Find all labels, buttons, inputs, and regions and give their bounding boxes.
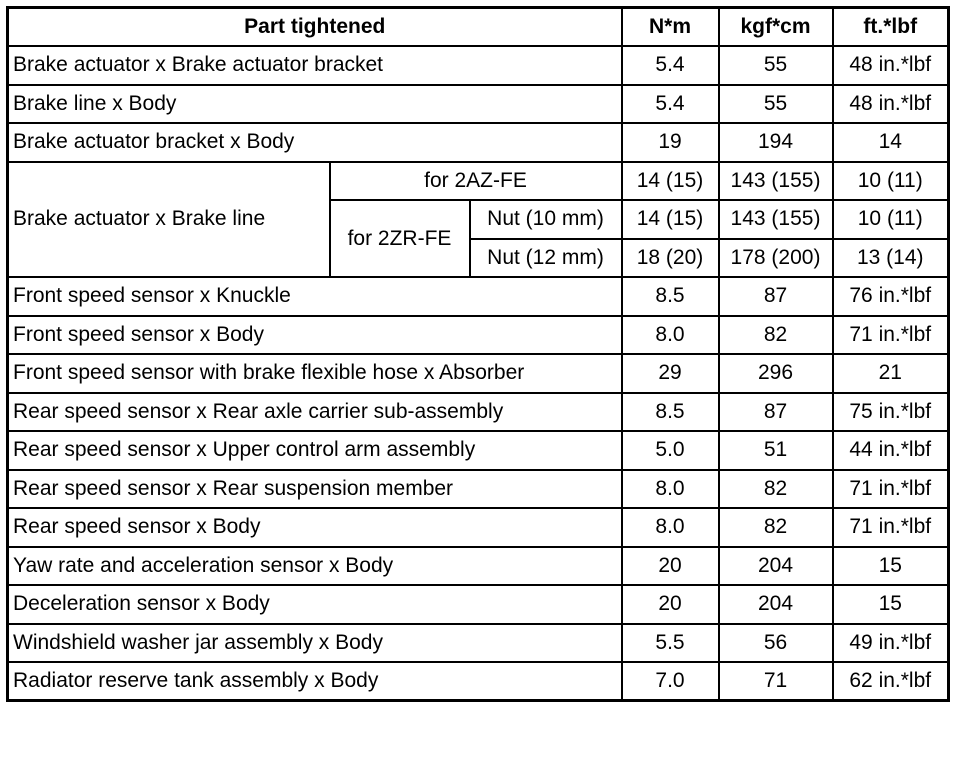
engine-2az-label: for 2AZ-FE xyxy=(330,162,622,201)
nm-cell: 29 xyxy=(622,354,719,393)
table-row xyxy=(8,470,949,509)
ftlbf-cell: 44 in.*lbf xyxy=(833,431,949,470)
ftlbf-cell: 62 in.*lbf xyxy=(833,662,949,701)
kgfcm-cell: 55 xyxy=(719,46,833,85)
ftlbf-cell: 10 (11) xyxy=(833,162,949,201)
torque-specification-table xyxy=(6,6,950,702)
ftlbf-cell: 71 in.*lbf xyxy=(833,470,949,509)
nm-cell: 18 (20) xyxy=(622,239,719,278)
nut-10-label: Nut (10 mm) xyxy=(470,200,622,239)
part-cell: Windshield washer jar assembly x Body xyxy=(8,624,622,663)
part-cell: Deceleration sensor x Body xyxy=(8,585,622,624)
nut-12-label: Nut (12 mm) xyxy=(470,239,622,278)
ftlbf-cell: 76 in.*lbf xyxy=(833,277,949,316)
nm-cell: 5.5 xyxy=(622,624,719,663)
table-row xyxy=(8,624,949,663)
table-row xyxy=(8,354,949,393)
kgfcm-cell: 82 xyxy=(719,508,833,547)
ftlbf-cell: 21 xyxy=(833,354,949,393)
ftlbf-cell: 48 in.*lbf xyxy=(833,85,949,124)
group-part-cell: Brake actuator x Brake line xyxy=(8,162,330,278)
kgfcm-cell: 143 (155) xyxy=(719,200,833,239)
kgfcm-cell: 82 xyxy=(719,470,833,509)
part-cell: Rear speed sensor x Rear axle carrier sub-assembly xyxy=(8,393,622,432)
ftlbf-cell: 15 xyxy=(833,585,949,624)
table-row xyxy=(8,585,949,624)
kgfcm-cell: 194 xyxy=(719,123,833,162)
kgfcm-cell: 82 xyxy=(719,316,833,355)
ftlbf-cell: 13 (14) xyxy=(833,239,949,278)
part-cell: Rear speed sensor x Upper control arm assembly xyxy=(8,431,622,470)
ftlbf-cell: 15 xyxy=(833,547,949,586)
part-cell: Front speed sensor with brake flexible hose x Absorber xyxy=(8,354,622,393)
nm-cell: 5.4 xyxy=(622,85,719,124)
header-part-tightened: Part tightened xyxy=(8,8,622,47)
torque-table-container xyxy=(6,6,950,702)
ftlbf-cell: 71 in.*lbf xyxy=(833,508,949,547)
header-ftlbf: ft.*lbf xyxy=(833,8,949,47)
header-nm: N*m xyxy=(622,8,719,47)
kgfcm-cell: 71 xyxy=(719,662,833,701)
kgfcm-cell: 87 xyxy=(719,393,833,432)
kgfcm-cell: 204 xyxy=(719,585,833,624)
part-cell: Rear speed sensor x Body xyxy=(8,508,622,547)
nm-cell: 14 (15) xyxy=(622,200,719,239)
nm-cell: 8.5 xyxy=(622,277,719,316)
nm-cell: 8.0 xyxy=(622,470,719,509)
table-row xyxy=(8,85,949,124)
table-row-group-2az xyxy=(8,162,949,201)
kgfcm-cell: 178 (200) xyxy=(719,239,833,278)
engine-2zr-label: for 2ZR-FE xyxy=(330,200,470,277)
part-cell: Brake actuator x Brake actuator bracket xyxy=(8,46,622,85)
table-row xyxy=(8,46,949,85)
table-row xyxy=(8,662,949,701)
kgfcm-cell: 204 xyxy=(719,547,833,586)
kgfcm-cell: 143 (155) xyxy=(719,162,833,201)
kgfcm-cell: 51 xyxy=(719,431,833,470)
kgfcm-cell: 296 xyxy=(719,354,833,393)
part-cell: Yaw rate and acceleration sensor x Body xyxy=(8,547,622,586)
nm-cell: 19 xyxy=(622,123,719,162)
table-row xyxy=(8,547,949,586)
nm-cell: 7.0 xyxy=(622,662,719,701)
ftlbf-cell: 48 in.*lbf xyxy=(833,46,949,85)
table-row xyxy=(8,431,949,470)
part-cell: Brake actuator bracket x Body xyxy=(8,123,622,162)
nm-cell: 8.5 xyxy=(622,393,719,432)
header-kgfcm: kgf*cm xyxy=(719,8,833,47)
table-row xyxy=(8,123,949,162)
table-row xyxy=(8,393,949,432)
table-row xyxy=(8,508,949,547)
part-cell: Rear speed sensor x Rear suspension member xyxy=(8,470,622,509)
part-cell: Front speed sensor x Body xyxy=(8,316,622,355)
header-row xyxy=(8,8,949,47)
part-cell: Radiator reserve tank assembly x Body xyxy=(8,662,622,701)
part-cell: Brake line x Body xyxy=(8,85,622,124)
ftlbf-cell: 75 in.*lbf xyxy=(833,393,949,432)
ftlbf-cell: 14 xyxy=(833,123,949,162)
table-row xyxy=(8,316,949,355)
nm-cell: 20 xyxy=(622,547,719,586)
kgfcm-cell: 87 xyxy=(719,277,833,316)
nm-cell: 20 xyxy=(622,585,719,624)
nm-cell: 14 (15) xyxy=(622,162,719,201)
nm-cell: 8.0 xyxy=(622,316,719,355)
nm-cell: 5.4 xyxy=(622,46,719,85)
ftlbf-cell: 71 in.*lbf xyxy=(833,316,949,355)
part-cell: Front speed sensor x Knuckle xyxy=(8,277,622,316)
ftlbf-cell: 49 in.*lbf xyxy=(833,624,949,663)
nm-cell: 8.0 xyxy=(622,508,719,547)
nm-cell: 5.0 xyxy=(622,431,719,470)
ftlbf-cell: 10 (11) xyxy=(833,200,949,239)
kgfcm-cell: 56 xyxy=(719,624,833,663)
kgfcm-cell: 55 xyxy=(719,85,833,124)
table-row xyxy=(8,277,949,316)
